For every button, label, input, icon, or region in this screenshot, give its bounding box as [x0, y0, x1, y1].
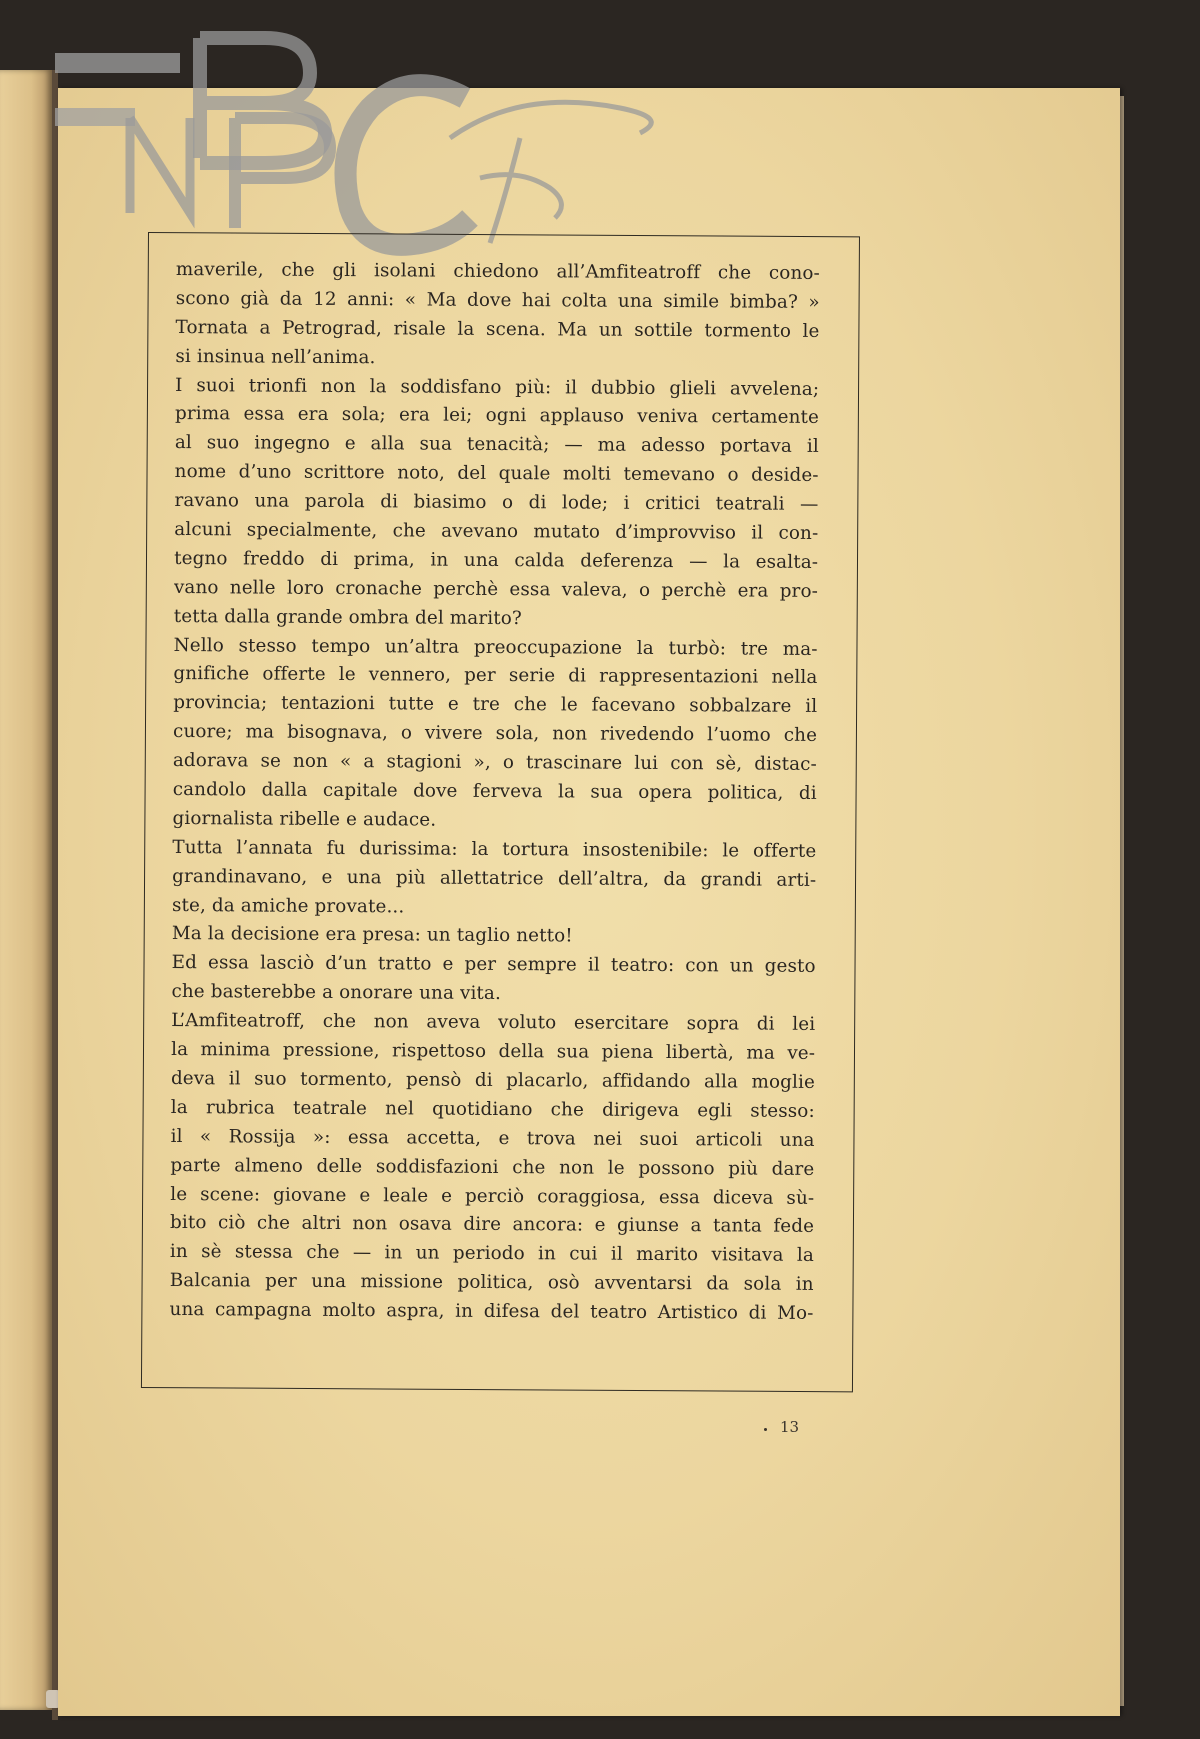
text-line: le scene: giovane e leale e perciò coraggiosa, essa diceva sù- [170, 1183, 815, 1209]
text-line: la rubrica teatrale nel quotidiano che dirigeva egli stesso: [170, 1096, 815, 1122]
page-body-text [169, 256, 820, 1329]
text-line: bito ciò che altri non osava dire ancora: e giunse a tanta fede [170, 1212, 815, 1238]
text-line: il « Rossija »: essa accetta, e trova nei suoi articoli una [170, 1125, 815, 1151]
text-line: Ma la decisione era presa: un taglio netto! [171, 923, 573, 947]
text-line: scono già da 12 anni: « Ma dove hai colta una simile bimba? » [175, 287, 820, 313]
text-line: deva il suo tormento, pensò di placarlo, affidando alla moglie [170, 1067, 816, 1093]
text-line: alcuni specialmente, che avevano mutato d’improvviso il con- [174, 519, 819, 544]
text-line: Tutta l’annata fu durissima: la tortura insostenibile: le offerte [172, 836, 817, 862]
text-line: ravano una parola di biasimo o di lode; i critici teatrali — [174, 490, 819, 516]
text-line: nome d’uno scrittore noto, del quale molti temevano o deside- [174, 461, 819, 487]
previous-page-edge [0, 70, 52, 1710]
text-line: candolo dalla capitale dove ferveva la sua opera politica, di [172, 779, 817, 804]
text-line: ste, da amiche provate... [171, 894, 405, 918]
page-number-dot [764, 1428, 767, 1431]
text-line: si insinua nell’anima. [175, 345, 376, 368]
text-line: gnifiche offerte le vennero, per serie di rappresentazioni nella [173, 663, 818, 689]
text-line: adorava se non « a stagioni », o trascinare lui con sè, distac- [172, 750, 817, 776]
text-line: Tornata a Petrograd, risale la scena. Ma un sottile tormento le [175, 316, 820, 342]
text-line: maverile, che gli isolani chiedono all’Amfiteatroff che cono- [175, 258, 820, 284]
text-line: al suo ingegno e alla sua tenacità; — ma adesso portava il [174, 432, 819, 458]
page-number: 13 [780, 1418, 800, 1436]
text-line: che basterebbe a onorare una vita. [171, 981, 502, 1005]
text-line: grandinavano, e una più allettatrice dell’altra, da grandi arti- [172, 865, 817, 891]
text-line: giornalista ribelle e audace. [172, 807, 437, 831]
text-line: tetta dalla grande ombra del marito? [173, 605, 522, 629]
text-line: in sè stessa che — in un periodo in cui il marito visitava la [169, 1241, 814, 1267]
text-line: prima essa era sola; era lei; ogni applauso veniva certamente [174, 403, 820, 429]
text-line: I suoi trionfi non la soddisfano più: il dubbio glieli avvelena; [175, 374, 820, 400]
text-line: provincia; tentazioni tutte e tre che le facevano sobbalzare il [173, 692, 818, 718]
text-line: Nello stesso tempo un’altra preoccupazione la turbò: tre ma- [173, 634, 818, 660]
text-line: tegno freddo di prima, in una calda deferenza — la esalta- [174, 547, 819, 573]
text-line: una campagna molto aspra, in difesa del teatro Artistico di Mo- [169, 1299, 814, 1324]
text-line: la minima pressione, rispettoso della sua piena libertà, ma ve- [171, 1039, 816, 1064]
text-line: Ed essa lasciò d’un tratto e per sempre il teatro: con un gesto [171, 952, 816, 978]
text-line: Balcania per una missione politica, osò avventarsi da sola in [169, 1270, 814, 1296]
text-line: vano nelle loro cronache perchè essa valeva, o perchè era pro- [173, 576, 819, 602]
text-line: cuore; ma bisognava, o vivere sola, non rivedendo l’uomo che [173, 721, 818, 747]
text-line: L’Amfiteatroff, che non aveva voluto esercitare sopra di lei [171, 1010, 816, 1036]
text-line: parte almeno delle soddisfazioni che non le possono più dare [170, 1154, 815, 1180]
